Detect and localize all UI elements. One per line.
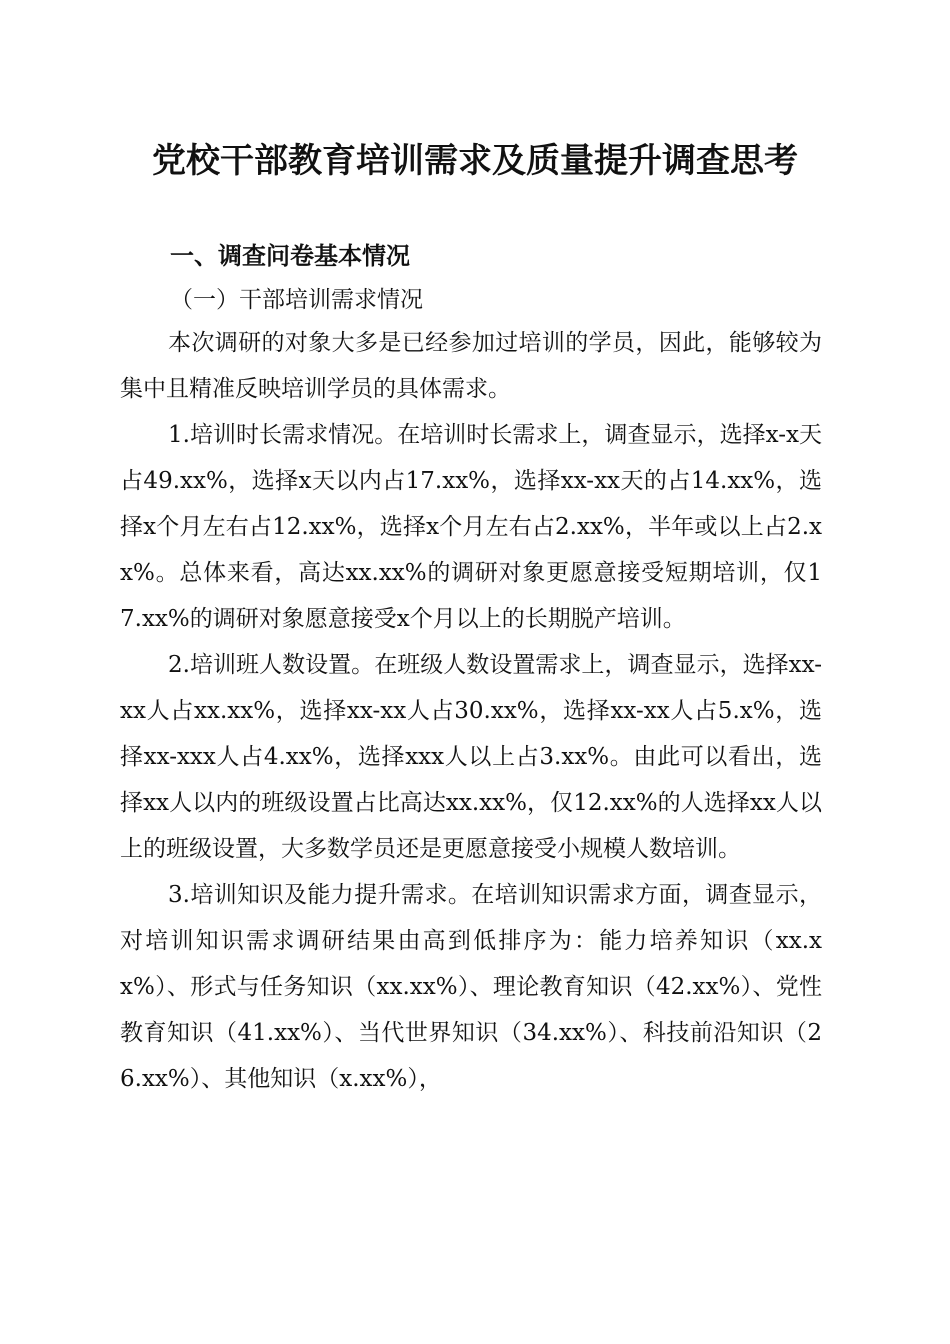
subsection-heading: （一）干部培训需求情况 — [170, 287, 423, 313]
body-text — [120, 320, 822, 1102]
section-heading: 一、调查问卷基本情况 — [170, 242, 410, 270]
paragraph-knowledge: 3.培训知识及能力提升需求。在培训知识需求方面，调查显示，对培训知识需求调研结果由高到低排序为：能力培养知识（xx.xx%）、形式与任务知识（xx.xx%）、理论教育知识（42.xx%）、党性教育知识（41.xx%）、当代世界知识（34.xx%）、科技前沿知识（26.xx%）、其他知识（x.xx%）， — [120, 882, 822, 1092]
document-title: 党校干部教育培训需求及质量提升调查思考 — [152, 141, 798, 181]
paragraph-class-size: 2.培训班人数设置。在班级人数设置需求上，调查显示，选择xx-xx人占xx.xx%，选择xx-xx人占30.xx%，选择xx-xx人占5.x%，选择xx-xxx人占4.xx%，选择xxx人以上占3.xx%。由此可以看出，选择xx人以内的班级设置占比高达xx.xx%，仅12.xx%的人选择xx人以上的班级设置，大多数学员还是更愿意接受小规模人数培训。 — [120, 652, 822, 862]
paragraph-intro: 本次调研的对象大多是已经参加过培训的学员，因此，能够较为集中且精准反映培训学员的具体需求。 — [120, 330, 822, 402]
paragraph-duration: 1.培训时长需求情况。在培训时长需求上，调查显示，选择x-x天占49.xx%，选择x天以内占17.xx%，选择xx-xx天的占14.xx%，选择x个月左右占12.xx%，选择x个月左右占2.xx%，半年或以上占2.xx%。总体来看，高达xx.xx%的调研对象更愿意接受短期培训，仅17.xx%的调研对象愿意接受x个月以上的长期脱产培训。 — [120, 422, 822, 632]
